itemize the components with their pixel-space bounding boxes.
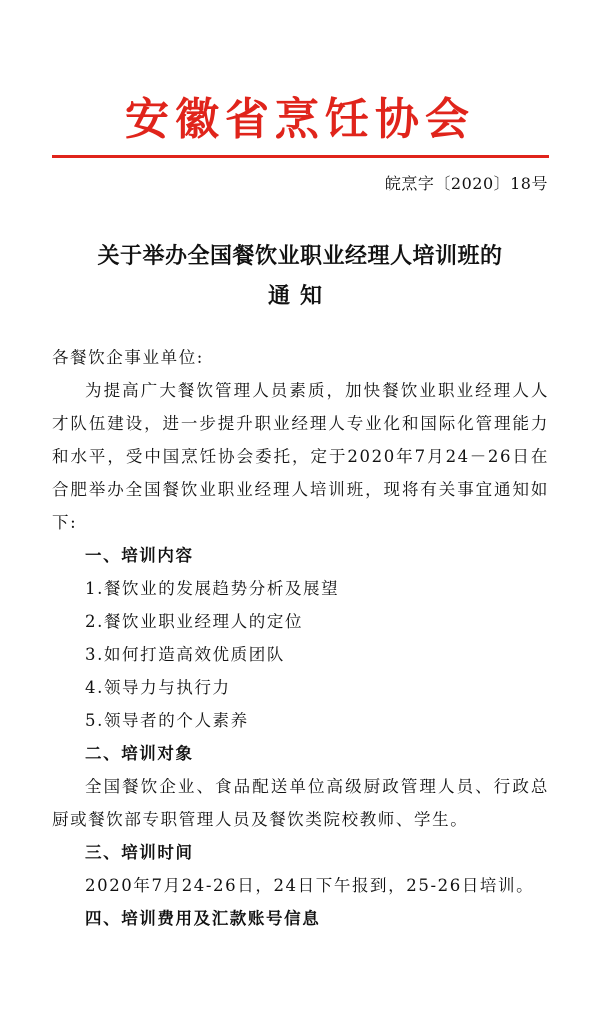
list-item: 3.如何打造高效优质团队 — [85, 645, 285, 664]
salutation: 各餐饮企事业单位: — [52, 348, 204, 367]
association-masthead: 安徽省烹饪协会 — [125, 94, 475, 145]
list-item: 5.领导者的个人素养 — [85, 711, 249, 730]
document-number: 皖烹字〔2020〕18号 — [384, 174, 548, 193]
list-item: 4.领导力与执行力 — [85, 678, 231, 697]
notice-body — [52, 342, 549, 935]
intro-paragraph: 为提高广大餐饮管理人员素质，加快餐饮业职业经理人人才队伍建设，进一步提升职业经理人专业化和国际化管理能力和水平，受中国烹饪协会委托，定于2020年7月24－26日在合肥举办全国餐饮业职业经理人培训班，现将有关事宜通知如下: — [52, 381, 549, 532]
list-item: 1.餐饮业的发展趋势分析及展望 — [85, 579, 340, 598]
section-heading-fees: 四、培训费用及汇款账号信息 — [85, 909, 321, 928]
notice-title — [0, 236, 600, 316]
section-heading-time: 三、培训时间 — [85, 843, 194, 862]
audience-paragraph: 全国餐饮企业、食品配送单位高级厨政管理人员、行政总厨或餐饮部专职管理人员及餐饮类院校教师、学生。 — [52, 777, 549, 829]
section-heading-content: 一、培训内容 — [85, 546, 194, 565]
notice-title-line2: 通知 — [267, 283, 332, 309]
notice-title-line1: 关于举办全国餐饮业职业经理人培训班的 — [97, 243, 503, 269]
list-item: 2.餐饮业职业经理人的定位 — [85, 612, 304, 631]
section-heading-audience: 二、培训对象 — [85, 744, 194, 763]
red-header-rule — [52, 155, 549, 158]
time-paragraph: 2020年7月24-26日，24日下午报到，25-26日培训。 — [85, 876, 535, 895]
